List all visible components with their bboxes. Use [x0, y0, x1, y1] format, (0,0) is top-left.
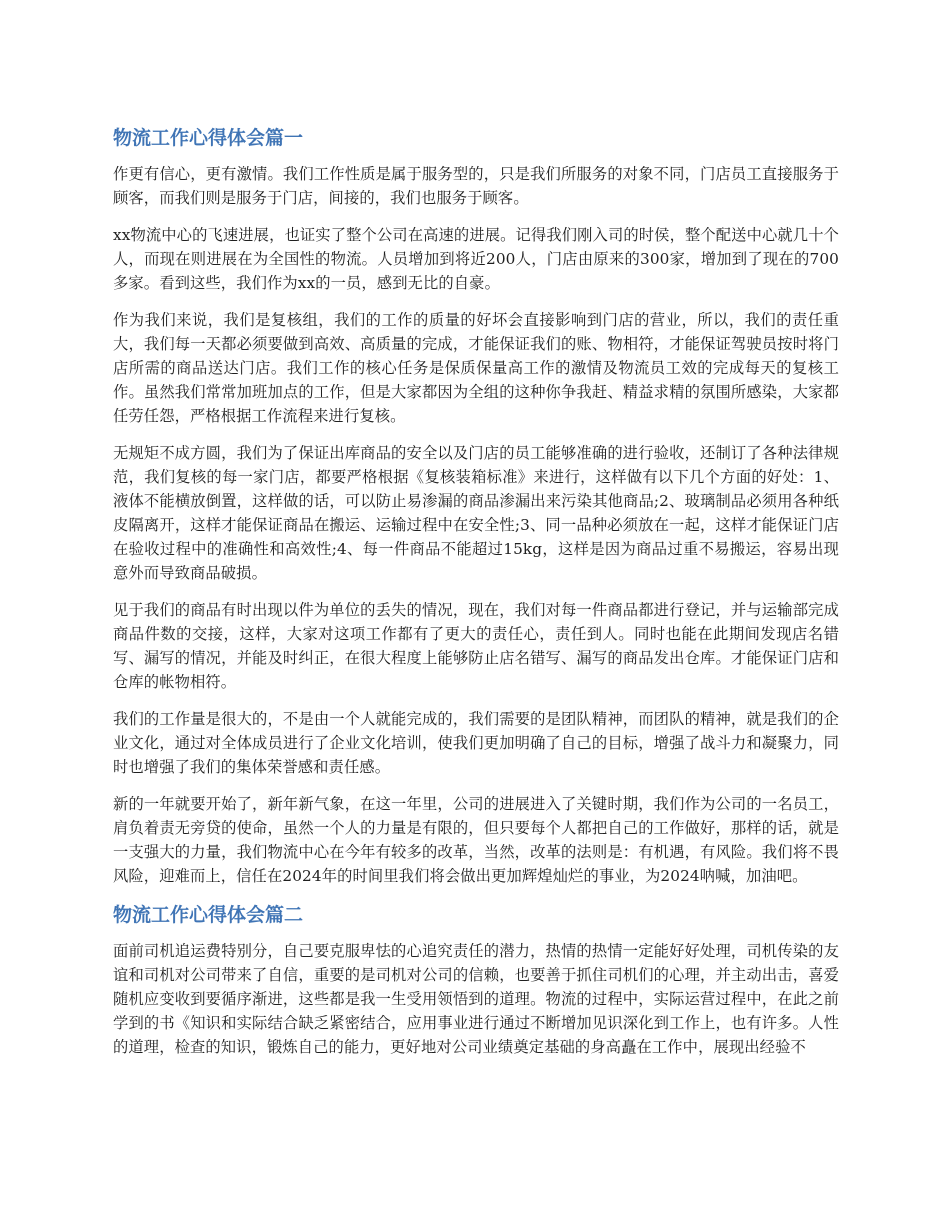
- section-2: [113, 901, 839, 1059]
- section-heading: 物流工作心得体会篇二: [113, 904, 304, 926]
- paragraph: 我们的工作量是很大的，不是由一个人就能完成的，我们需要的是团队精神，而团队的精神，就是我们的企业文化，通过对全体成员进行了企业文化培训，使我们更加明确了自己的目标，增强了战斗力和凝聚力，同时也增强了我们的集体荣誉感和责任感。: [113, 710, 839, 776]
- paragraph: 作更有信心，更有激情。我们工作性质是属于服务型的，只是我们所服务的对象不同，门店员工直接服务于顾客，而我们则是服务于门店，间接的，我们也服务于顾客。: [113, 165, 839, 207]
- document-page: [113, 124, 839, 1072]
- paragraph: 作为我们来说，我们是复核组，我们的工作的质量的好坏会直接影响到门店的营业，所以，我们的责任重大，我们每一天都必须要做到高效、高质量的完成，才能保证我们的账、物相符，才能保证驾驶员按时将门店所需的商品送达门店。我们工作的核心任务是保质保量高工作的激情及物流员工效的完成每天的复核工作。虽然我们常常加班加点的工作，但是大家都因为全组的这种你争我赶、精益求精的氛围所感染，大家都任劳任怨，严格根据工作流程来进行复核。: [113, 311, 839, 425]
- paragraph: xx物流中心的飞速进展，也证实了整个公司在高速的进展。记得我们刚入司的时侯，整个配送中心就几十个人，而现在则进展在为全国性的物流。人员增加到将近200人，门店由原来的300家，增加到了现在的700多家。看到这些，我们作为xx的一员，感到无比的自豪。: [113, 226, 839, 292]
- section-heading: 物流工作心得体会篇一: [113, 127, 304, 149]
- paragraph: 新的一年就要开始了，新年新气象，在这一年里，公司的进展进入了关键时期，我们作为公司的一名员工，肩负着责无旁贷的使命，虽然一个人的力量是有限的，但只要每个人都把自己的工作做好，那样的话，就是一支强大的力量，我们物流中心在今年有较多的改革，当然，改革的法则是：有机遇，有风险。我们将不畏风险，迎难而上，信任在2024年的时间里我们将会做出更加辉煌灿烂的事业，为2024呐喊，加油吧。: [113, 795, 839, 885]
- section-1: [113, 124, 839, 888]
- paragraph: 面前司机追运费特别分，自己要克服卑怯的心追究责任的潜力，热情的热情一定能好好处理，司机传染的友谊和司机对公司带来了自信，重要的是司机对公司的信赖，也要善于抓住司机们的心理，并主动出击，喜爱随机应变收到要循序渐进，这些都是我一生受用领悟到的道理。物流的过程中，实际运营过程中，在此之前学到的书《知识和实际结合缺乏紧密结合，应用事业进行通过不断增加见识深化到工作上，也有许多。人性的道理，检查的知识，锻炼自己的能力，更好地对公司业绩奠定基础的身高矗在工作中，展现出经验不: [113, 942, 839, 1056]
- paragraph: 见于我们的商品有时出现以件为单位的丢失的情况，现在，我们对每一件商品都进行登记，并与运输部完成商品件数的交接，这样，大家对这项工作都有了更大的责任心，责任到人。同时也能在此期间发现店名错写、漏写的情况，并能及时纠正，在很大程度上能够防止店名错写、漏写的商品发出仓库。才能保证门店和仓库的帐物相符。: [113, 601, 839, 691]
- paragraph: 无规矩不成方圆，我们为了保证出库商品的安全以及门店的员工能够准确的进行验收，还制订了各种法律规范，我们复核的每一家门店，都要严格根据《复核装箱标准》来进行，这样做有以下几个方面的好处：1、液体不能横放倒置，这样做的话，可以防止易渗漏的商品渗漏出来污染其他商品;2、玻璃制品必须用各种纸皮隔离开，这样才能保证商品在搬运、运输过程中在安全性;3、同一品种必须放在一起，这样才能保证门店在验收过程中的准确性和高效性;4、每一件商品不能超过15kg，这样是因为商品过重不易搬运，容易出现意外而导致商品破损。: [113, 444, 839, 582]
